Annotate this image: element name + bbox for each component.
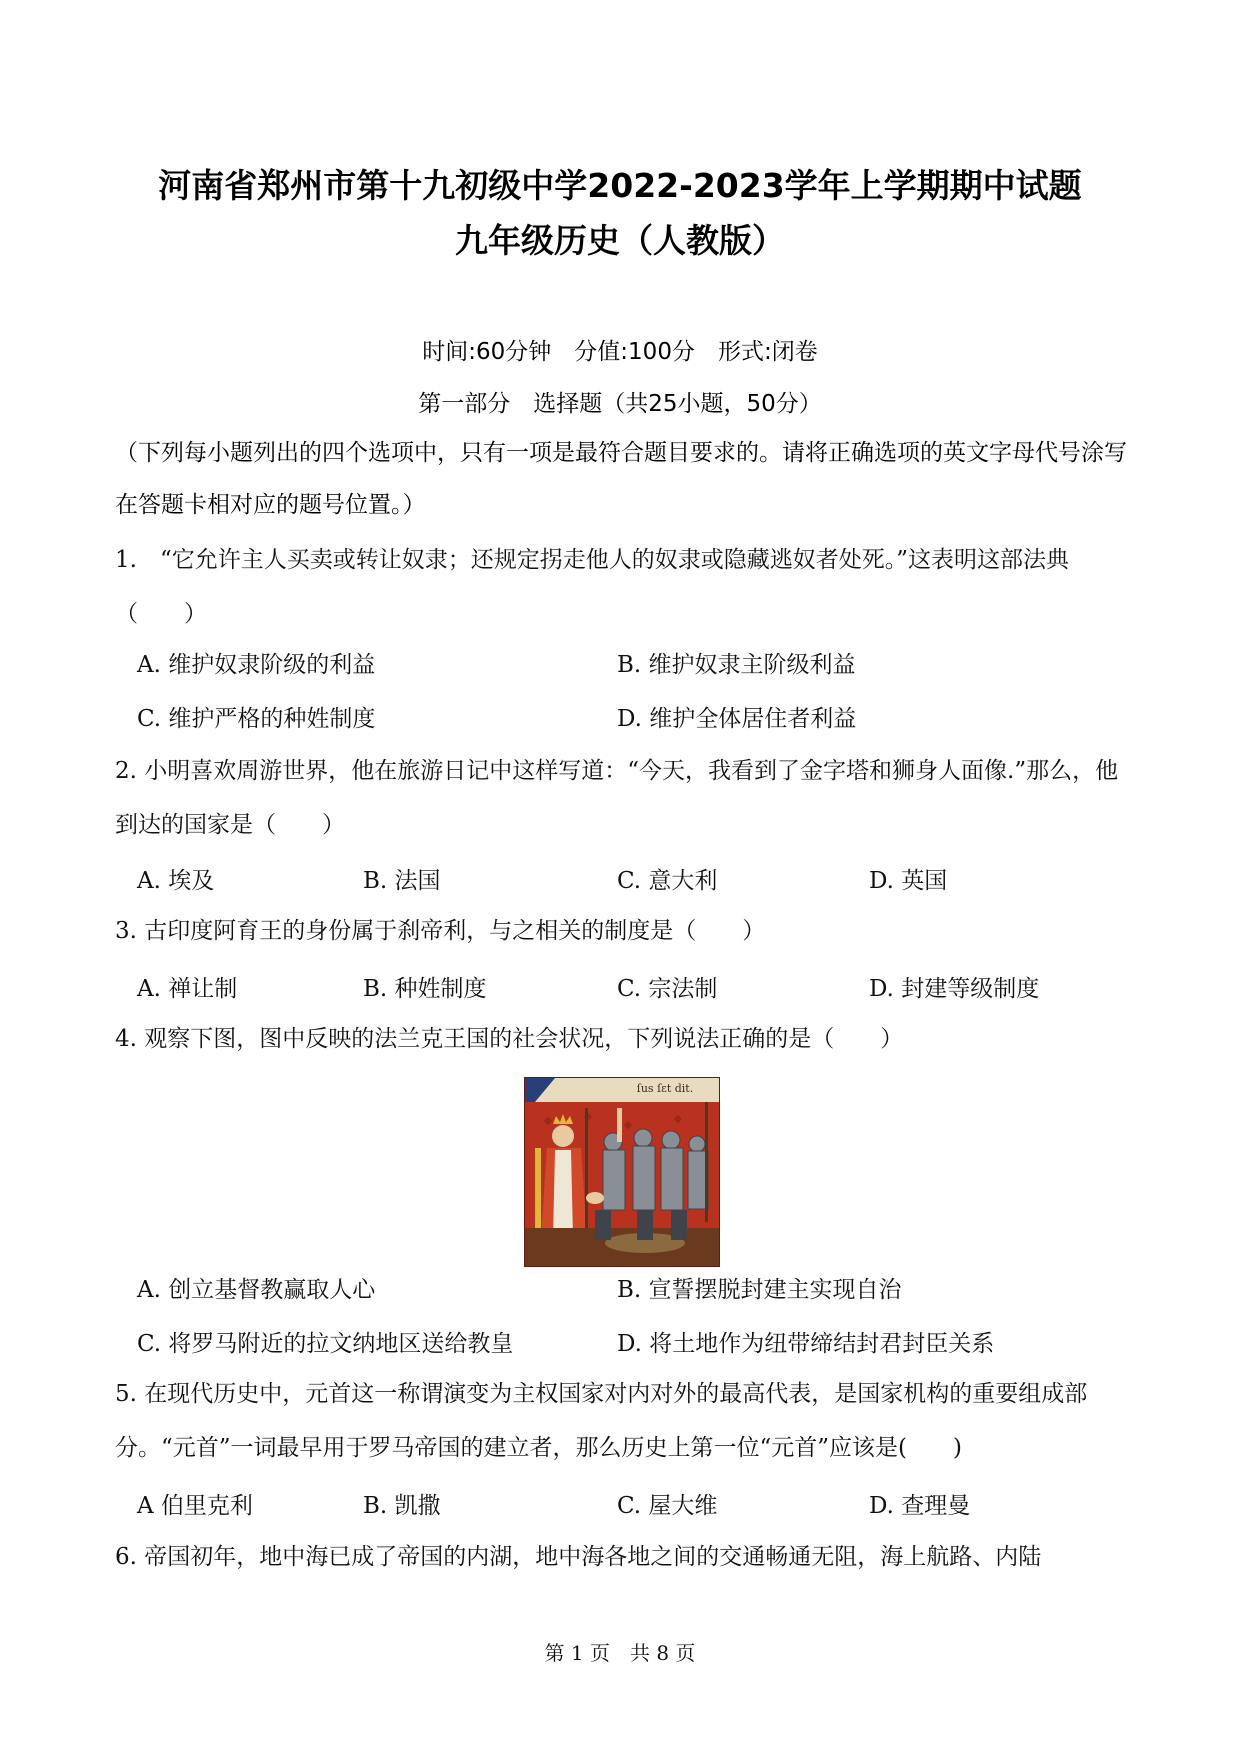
illustration-drawing: [525, 1078, 719, 1266]
option-c: C. 屋大维: [617, 1493, 718, 1519]
option-d: D. 查理曼: [869, 1493, 971, 1519]
option-d: D. 封建等级制度: [869, 976, 1040, 1002]
option-a: A 伯里克利: [137, 1493, 253, 1519]
figure-caption: ſus ſɛt dit.: [636, 1082, 694, 1095]
option-b: B. 凯撒: [363, 1493, 441, 1519]
option-c: C. 维护严格的种姓制度: [137, 706, 376, 732]
instructions: （下列每小题列出的四个选项中，只有一项是最符合题目要求的。请将正确选项的英文字母代号涂写在答题卡相对应的题号位置。）: [115, 440, 1127, 518]
question-4-stem: 4. 观察下图，图中反映的法兰克王国的社会状况，下列说法正确的是（ ）: [115, 1026, 904, 1052]
question-3-stem: 3. 古印度阿育王的身份属于刹帝利，与之相关的制度是（ ）: [115, 918, 766, 944]
option-c: C. 宗法制: [617, 976, 718, 1002]
option-a: A. 埃及: [137, 868, 215, 894]
question-1-stem: 1. “它允许主人买卖或转让奴隶；还规定拐走他人的奴隶或隐藏逃奴者处死。”这表明这部法典（ ）: [115, 547, 1069, 627]
option-b: B. 种姓制度: [363, 976, 487, 1002]
question-2-stem: 2. 小明喜欢周游世界，他在旅游日记中这样写道：“今天，我看到了金字塔和狮身人面像.”那么，他到达的国家是（ ）: [115, 758, 1119, 838]
question-6-stem: 6. 帝国初年，地中海已成了帝国的内湖，地中海各地之间的交通畅通无阻，海上航路、内陆: [115, 1544, 1042, 1570]
exam-meta: 时间:60分钟 分值:100分 形式:闭卷: [422, 339, 818, 365]
option-a: A. 禅让制: [137, 976, 238, 1002]
option-d: D. 维护全体居住者利益: [617, 706, 857, 732]
option-b: B. 宣誓摆脱封建主实现自治: [617, 1277, 902, 1303]
medieval-homage-illustration: [524, 1077, 720, 1267]
exam-title: 河南省郑州市第十九初级中学2022-2023学年上学期期中试题: [158, 166, 1082, 205]
page-footer: 第 1 页 共 8 页: [544, 1641, 696, 1665]
option-c: C. 意大利: [617, 868, 718, 894]
option-a: A. 维护奴隶阶级的利益: [137, 652, 376, 678]
question-5-stem: 5. 在现代历史中，元首这一称谓演变为主权国家对内对外的最高代表，是国家机构的重要组成部分。“元首”一词最早用于罗马帝国的建立者，那么历史上第一位“元首”应该是( ): [115, 1381, 1088, 1461]
option-d: D. 英国: [869, 868, 948, 894]
section-heading: 第一部分 选择题（共25小题，50分）: [418, 391, 822, 417]
option-b: B. 维护奴隶主阶级利益: [617, 652, 856, 678]
option-a: A. 创立基督教赢取人心: [137, 1277, 376, 1303]
exam-subtitle: 九年级历史（人教版）: [455, 221, 785, 260]
option-b: B. 法国: [363, 868, 441, 894]
option-d: D. 将土地作为纽带缔结封君封臣关系: [617, 1331, 995, 1357]
option-c: C. 将罗马附近的拉文纳地区送给教皇: [137, 1331, 514, 1357]
